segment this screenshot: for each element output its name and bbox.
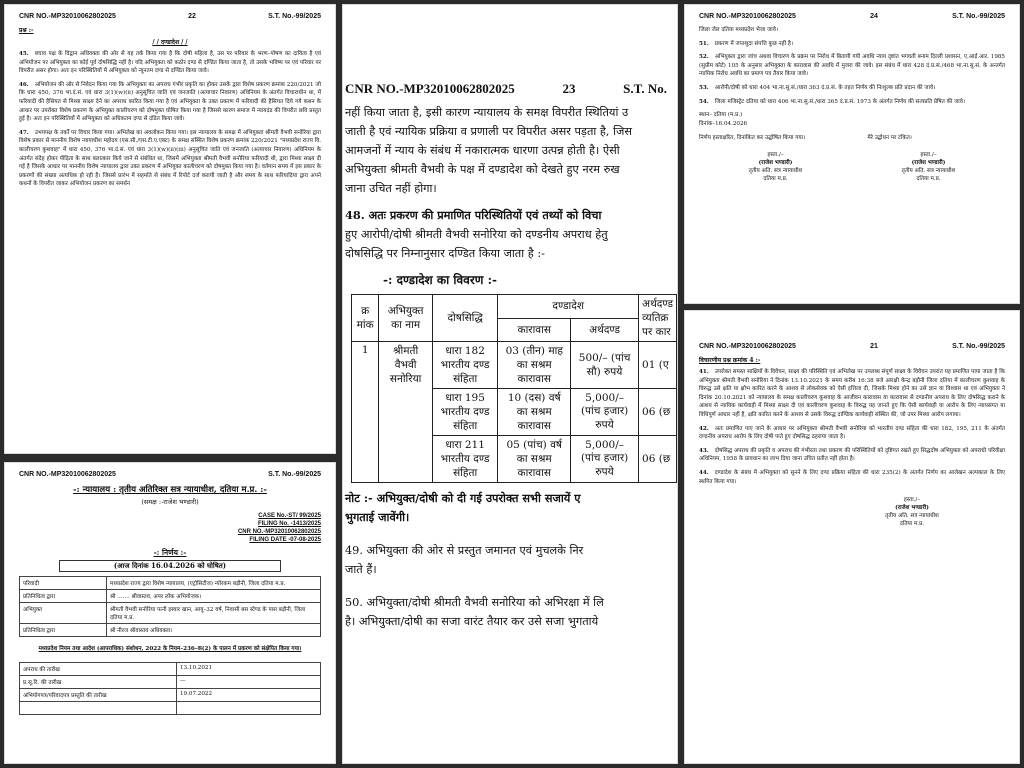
page-number: 24 [870,13,878,20]
document-page-23 [342,4,678,764]
court-title: -: न्यायालय : तृतीय अतिरिक्त सत्र न्यायाधीश, दतिया म.प्र. :- [73,485,267,495]
section-title: प्रश्न :- [19,27,34,34]
sentence-heading: / / दण्डादेश / / [152,39,188,46]
pronounce-note: निर्णय हस्ताक्षरित, दिनांकित कर उद्घोषित किया गया। [699,135,806,142]
paragraph: 43. दोषसिद्ध अपराध की प्रकृति व अपराध की गंभीरता तथा प्रकरण की परिस्थितियों को दृष्टिगत रखते हुए सिद्धदोष अभियुक्ता को अपराधी परिवीक्षा अधिनियम, 1958 के प्रावधान का लाभ दिया जाना उचित प्रतीत नहीं होता है। [699,447,1005,463]
page-number: 22 [188,13,196,20]
table-title: -: दण्डादेश का विवरण :- [383,273,498,287]
sentence-table [351,294,677,483]
document-page-22 [4,4,336,454]
col-imprisonment: कारावास [498,318,571,342]
paragraph: 41. उपरोक्त समस्त साक्षियों के विवेचन, साक्ष्य की परिस्थिति एवं अभिलेख पर उपलब्ध संपूर्ण साक्ष्य के विवेचन उपरांत यह प्रमाणित पाया जाता है कि अभियुक्ता श्रीमती वैभवी सनोरिया ने दिनांक 13.10.2021 के समय करीब 16:38 बजे आरक्षी केन्द्र बड़ौनी जिला दतिया में कालीचरण कुशवाह के विरुद्ध उसे क्षति या क्षोभ कारित करने के आशय से लोकसेवक को ऐसी इत्तिला दी, जिसके मिथ्या होने का उसे ज्ञान या विश्वास था एवं अभियुक्ता ने दिनांक 20.10.2021 को न्यायालय के समक्ष कालीचरण कुशवाह के आजीवन कारावास या कारावास से दण्डनीय अपराध के लिए दोषसिद्ध कराने के आशय से न्यायिक कार्यवाही में मिथ्या साक्ष्य दी एवं कालीचरण कुशवाह के विरुद्ध यह जानते हुए कि ऐसी कार्यवाही या आरोप के लिए न्यायसंगत या विधिपूर्ण आधार नहीं है, क्षति कारित करने के आशय से उसके विरुद्ध दाण्डिक कार्यवाही संस्थित की, जो उपर मिथ्या आरोप लगाया। [699,369,1005,418]
table-row: प्रतिनिधित्व द्वारा श्री ....... श्रीवास्तव, अपर लोक अभियोजक। [20,590,321,603]
table-row: धारा 211 भारतीय दण्ड संहिता 05 (पांच) वर्ष का सश्रम कारावास 5,000/– (पांच हजार) रुपये 06 (छ [352,436,677,483]
page-header [699,343,1005,350]
table-row: प्र.सू.रि. की तारीख — [20,675,321,688]
place: स्थान– दतिया (म.प्र.) [699,112,743,119]
body-text-lower: नोट :- अभियुक्त/दोषी को दी गई उपरोक्त सभी सजायें ए भुगताई जावेंगी। 49. अभियुक्ता की ओर से प्रस्तुत जमानत एवं मुचलके निर जाते हैं। 50. अभियुक्ता/दोषी श्रीमती वैभवी सनोरिया को अभिरक्षा में लि है। अभियुक्ता/दोषी का सजा वारंट तैयार कर उसे सजा भुगताये [343,483,677,631]
cnr-number: CNR NO.-MP32010062802025 [699,343,796,350]
rule-text: मध्यप्रदेश नियम तथा आदेश (आपराधिक) संशोधन, 2022 के नियम–236–क(2) के पालन में प्रकरण को संक्षेपित किया गया। [38,646,302,652]
table-row [20,701,321,714]
declared-date: (आज दिनांक 16.04.2026 को घोषित) [59,560,281,572]
document-page-24 [684,4,1020,304]
note: नोट :- अभियुक्त/दोषी को दी गई उपरोक्त सभी सजायें ए [345,491,581,505]
judgment-heading: -: निर्णय :- [153,548,187,557]
cnr-number: CNR NO.-MP32010062802025 [19,471,116,478]
section-title: विचारणीय प्रश्न क्रमांक 4 :- [699,357,761,364]
table-row: प्रतिनिधित्व द्वारा श्री नीरज श्रीवास्तव अधिवक्ता। [20,624,321,637]
para-49: 49. अभियुक्ता की ओर से प्रस्तुत जमानत एवं मुचलके निर [345,544,584,557]
st-number: S.T. No.-99/2025 [268,13,321,20]
st-number: S.T. No. [623,81,667,96]
paragraph: 54. जिला मजिस्ट्रेट दतिया को धारा 406 भा.ना.सु.सं./धारा 365 दं.प्र.सं. 1973 के अंतर्गत निर्णय की सत्यप्रति प्रेषित की जावे। [699,98,965,105]
page-number: 21 [870,343,878,350]
col-conviction: दोषसिद्धि [432,295,497,342]
typed-note: मेरे उद्बोधन पर टंकित। [867,135,912,142]
col-sentence: दण्डादेश [498,295,639,319]
page-header [343,5,677,97]
signature-left: हस्ता./– (राजेश भण्डारी) तृतीय अति. सत्र न्यायाधीश दतिया म.प्र. [748,151,803,182]
col-sr: क्र मांक [352,295,379,342]
table-row: धारा 195 भारतीय दण्ड संहिता 10 (दस) वर्ष का सश्रम कारावास 5,000/– (पांच हजार) रुपये 06 (छ [352,389,677,436]
col-fine: अर्थदण्ड [571,318,639,342]
lead-line: जिला जेल दतिया मध्यप्रदेश भेजा जावे। [699,27,778,33]
st-number: S.T. No.-99/2025 [952,13,1005,20]
page-header [19,13,321,20]
date: दिनांक–16.04.2026 [699,120,748,127]
paragraphs [699,368,1005,486]
signature-right: हस्ता./– (राजेश भण्डारी) तृतीय अति. सत्र न्यायाधीश दतिया म.प्र. [901,151,956,182]
cnr-number: CNR NO.-MP32010062802025 [345,81,515,96]
paragraph: 45. बचाव पक्ष के विद्वान अधिवक्ता की ओर से यह तर्क किया गया है कि दोषी महिला है, उस पर परिवार के भरण–पोषण का दायित्व है एवं अभियोजन पर अभियुक्ता का कोई पूर्व दोषसिद्धि नहीं है। यदि अभियुक्ता को कठोर दण्ड से दण्डित किया जाता है, तो उसके भविष्य पर एवं परिवार पर विपरीत असर होगा। अतः इन परिस्थितियों में अभियुक्ता को न्यूनतम दण्ड से दण्डित किया जावे। [19,51,321,75]
para-48: 48. अतः प्रकरण की प्रमाणित परिस्थितियों एवं तथ्यों को विचा [345,208,602,222]
table-row: अभियोगपत्र/परिवादपत्र प्रस्तुति की तारीख 19.07.2022 [20,688,321,701]
page-header [19,471,321,478]
signature: हस्ता./– (राजेश भण्डारी) तृतीय अति. सत्र न्यायाधीश दतिया म.प्र. [885,497,939,528]
col-default: अर्थदण्ड व्यतिक्र पर कार [639,295,677,342]
case-numbers: CASE No.-ST/ 99/2025 FILING No. -1413/2025 CNR NO.-MP32010062802025 FILING DATE -07-08-2025 [237,513,321,543]
parties-table [19,576,321,637]
para-50: 50. अभियुक्ता/दोषी श्रीमती वैभवी सनोरिया को अभिरक्षा में लि [345,596,604,609]
page-header [699,13,1005,20]
paragraph: 46. अभियोजन की ओर से निवेदन किया गया कि अभियुक्ता का अपराध गंभीर प्रकृति का होकर उसके द्वारा विशेष प्रकरण क्रमांक 220/2021 जो कि धारा 450, 376 भा.दं.सं. एवं धारा 3(1)(w)(ii) अनुसूचित जाति एवं जनजाति (अत्याचार निवारण) अधिनियम के अंतर्गत विचाराधीन था, में फरियादी की हैसियत से मिथ्या साक्ष्य देने का अपराध कारित किया गया है एवं अभियुक्ता के उक्त प्रकरण में फरियादी की हैसियत दिये गये कथन के आधार पर उपरोक्त विशेष प्रकरण के अभियुक्त कालीचरण को दोषमुक्त घोषित किया गया है जिससे कारण समाज में न्यायदंड की विपरीत छवि प्रस्तुत हुई है। अतः इन परिस्थितियों में अभियुक्ता को अधिकतम दण्ड से दंडित किया जावे। [19,81,321,123]
document-cover-page [4,462,336,764]
table-row: परिवादी मध्यप्रदेश राज्य द्वारा विशेष न्यायालय, (एट्रोसिटीज) न्योरकम बड़ौनी, जिला दतिया म.प्र. [20,577,321,590]
col-accused: अभियुक्त का नाम [379,295,433,342]
paragraph: 53. आरोपी/दोषी को धारा 404 भा.ना.सु.सं./धारा 363 दं.प्र.सं. के तहत निर्णय की निःशुल्क प्रति प्रदान की जावे। [699,84,936,91]
table-row: अपराध की तारीख 13.10.2021 [20,662,321,675]
body-text: नहीं किया जाता है, इसी कारण न्यायालय के समक्ष विपरीत स्थितियां उ जाती है एवं न्यायिक प्रक्रिया व प्रणाली पर विपरीत असर पड़ता है, जिस आमजनों में न्याय के संबंध में नकारात्मक धारणा उत्पन्न होती है। ऐसी अभियुक्ता श्रीमती वैभवी के पक्ष में दण्डादेश को देखते हुए नरम रुख जाना उचित नहीं होगा। 48. अतः प्रकरण की प्रमाणित परिस्थितियों एवं तथ्यों को विचा हुए आरोपी/दोषी श्रीमती वैभवी सनोरिया को दण्डनीय अपराध हेतु दोषसिद्धि पर निम्नानुसार दण्डित किया जाता है :- [343,97,677,263]
paragraphs [19,50,321,189]
paragraph: 51. प्रकरण में जप्तशुदा संपत्ति कुछ नहीं है। [699,40,793,47]
table-row: अभियुक्त श्रीमती वैभवी सनोरिया पत्नी इस्वार खान, आयु–32 वर्ष, निवासी बस स्टेण्ड के पास बड़ौनी, जिला दतिया म.प्र. [20,603,321,624]
page-number: 23 [562,81,576,96]
paragraph: 47. उभयपक्ष के तर्कों पर विचार किया गया। अभिलेख का अवलोकन किया गया। इस न्यायालय के समक्ष में अभियुक्ता श्रीमती वैभवी सनोरिया द्वारा विशेष प्रकार से माननीय विशेष न्यायाधीश महोदय (एस.सी./एस.टी.ए.एक्ट) के समक्ष संस्थित विशेष प्रकरण क्रमांक 220/2021 "मध्यप्रदेश राज्य वि. कालीचरण कुशवाह" में धारा 450, 376 भा.दं.सं. एवं धारा 3(1)(w)(ii)(iii) अनुसूचित जाति एवं जनजाति (अत्याचार निवारण) अधिनियम के अंतर्गत संदेह होकर पीड़िता के साथ बलात्कार किये जाने से संबंधित था, जिसमें अभियुक्ता श्रीमती वैभवी सनोरिया फरियादी थी, द्वारा मिथ्या साक्ष्य दी गई है जिसके आधार पर माननीय विशेष न्यायालय द्वारा उक्त प्रकरण में अभियुक्त कालीचरण को दोषमुक्त किया गया है। वर्तमान समय में इस प्रकार के प्रकरणों की संख्या अत्यधिक हो रही है। जिससे प्रारंभ में सहमति से संबंध में रिपोर्ट दर्ज करायी जाती है और समय के साथ फरियादिया द्वारा अपने कथनों के विपरीत जाकर अभियोजन प्रकरण का समर्थन [19,129,321,188]
dates-table [19,662,321,715]
paragraph: 44. दण्डादेश के संबंध में अभियुक्ता को सुनने के लिए दण्ड प्रक्रिया संहिता की धारा 235(2) के अंतर्गत निर्णय का आलेखन अल्पकाल के लिए स्थगित किया गया। [699,469,1005,485]
cnr-number: CNR NO.-MP32010062802025 [699,13,796,20]
st-number: S.T. No.-99/2025 [952,343,1005,350]
paragraph: 42. अतः प्रमाणित पाए जाने के आधार पर अभियुक्ता श्रीमती वैभवी सनोरिया को भारतीय दण्ड संहिता की धारा 182, 195, 211 के अंतर्गत दण्डनीय अपराध आरोप के लिए दोषी पाते हुए दोषसिद्ध ठहराया जाता है। [699,425,1005,441]
paragraph: 52. अभियुक्ता द्वारा जांच अथवा विचारण के प्रक्रम पर निरोध में बितायी गयी अवधि न्याय दृष्टांत भगवती बनाम दिल्ली प्रशासन, ए.आई.आर. 1985 (सुप्रीम कोर्ट) 105 के अनुसार अभियुक्ता के कारावास की अवधि में मुजरा की जावे। इस संबंध में धारा 428 दं.प्र.सं./468 भा.ना.सु.सं. के अन्तर्गत न्यायिक निरोध अवधि का प्रमाण पत्र तैयार किया जावे। [699,54,1005,78]
document-page-21 [684,310,1020,764]
paragraphs [699,26,1005,183]
table-row: 1 श्रीमती वैभवी सनोरिया धारा 182 भारतीय दण्ड संहिता 03 (तीन) माह का सश्रम कारावास 500/– (पांच सौ) रुपये 01 (ए [352,342,677,389]
cnr-number: CNR NO.-MP32010062802025 [19,13,116,20]
judge-name: (समक्ष :-राजेश भण्डारी) [141,498,199,506]
st-number: S.T. No.-99/2025 [268,471,321,478]
